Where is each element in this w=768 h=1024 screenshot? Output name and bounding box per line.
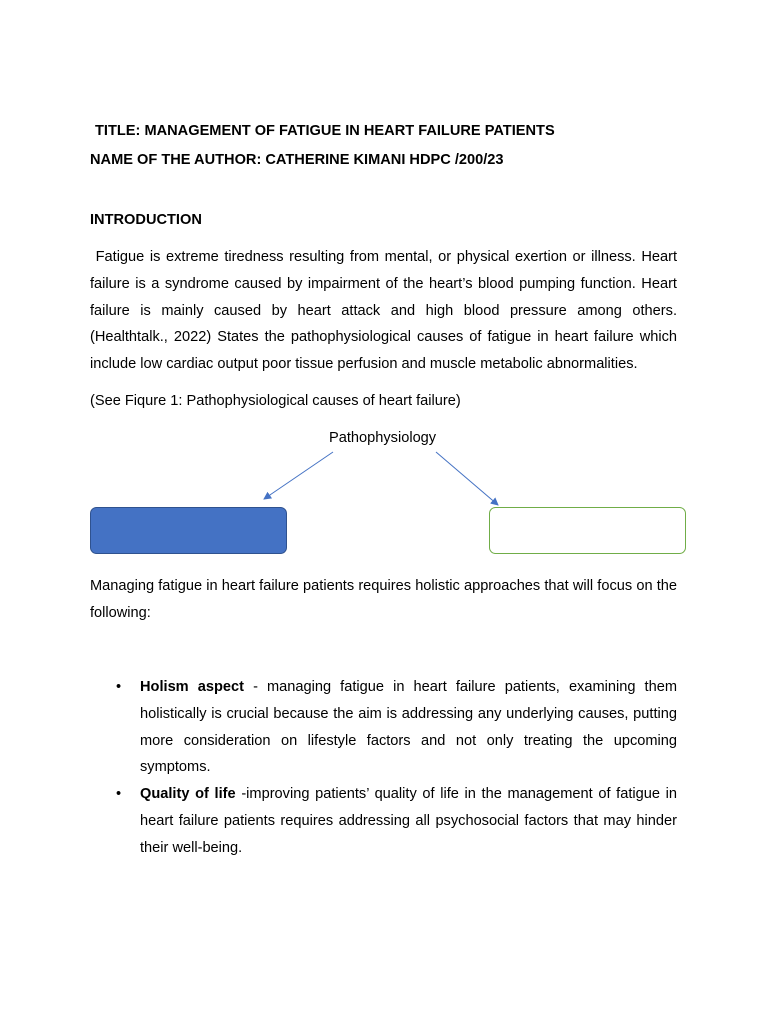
introduction-paragraph-text: Fatigue is extreme tiredness resulting from mental, or physical exertion or illness. Heart failure is a syndrome caused by impairment of the heart’s blood pumping function. Heart failure is mainly caused by heart attack and high blood pressure among others. (Healthtalk., 2022) States the pathophysiological causes of fatigue in heart failure which include low cardiac output poor tissue perfusion and muscle metabolic abnormalities. [90,249,677,373]
arrow-right [436,452,498,505]
diagram-box-left [91,508,287,554]
document-title: TITLE: MANAGEMENT OF FATIGUE IN HEART FAILURE PATIENTS [95,123,555,139]
introduction-paragraph [90,244,677,378]
diagram-box-right [490,508,686,554]
introduction-heading: INTRODUCTION [90,212,202,228]
author-line: NAME OF THE AUTHOR: CATHERINE KIMANI HDPC /200/23 [90,152,504,168]
bullet-text: - managing fatigue in heart failure patients, examining them holistically is crucial because the aim is addressing any underlying causes, putting more consideration on lifestyle factors and not only treating the upcoming symptoms. [140,679,677,776]
bullet-term: Holism aspect [140,679,244,695]
bullet-dot-icon: • [116,786,122,803]
bullet-term: Quality of life [140,786,236,803]
diagram-root-label: Pathophysiology [329,430,437,446]
list-item [90,674,677,781]
arrow-left [264,452,333,499]
bullet-list [90,674,677,862]
list-item [90,781,677,861]
body-paragraph: Managing fatigue in heart failure patients requires holistic approaches that will focus on the following: [90,578,677,621]
bullet-text: -improving patients’ quality of life in the management of fatigue in heart failure patients requires addressing all psychosocial factors that may hinder their well-being. [140,786,678,856]
bullet-dot-icon: • [116,679,122,695]
figure-reference: (See Fiqure 1: Pathophysiological causes of heart failure) [90,393,461,409]
